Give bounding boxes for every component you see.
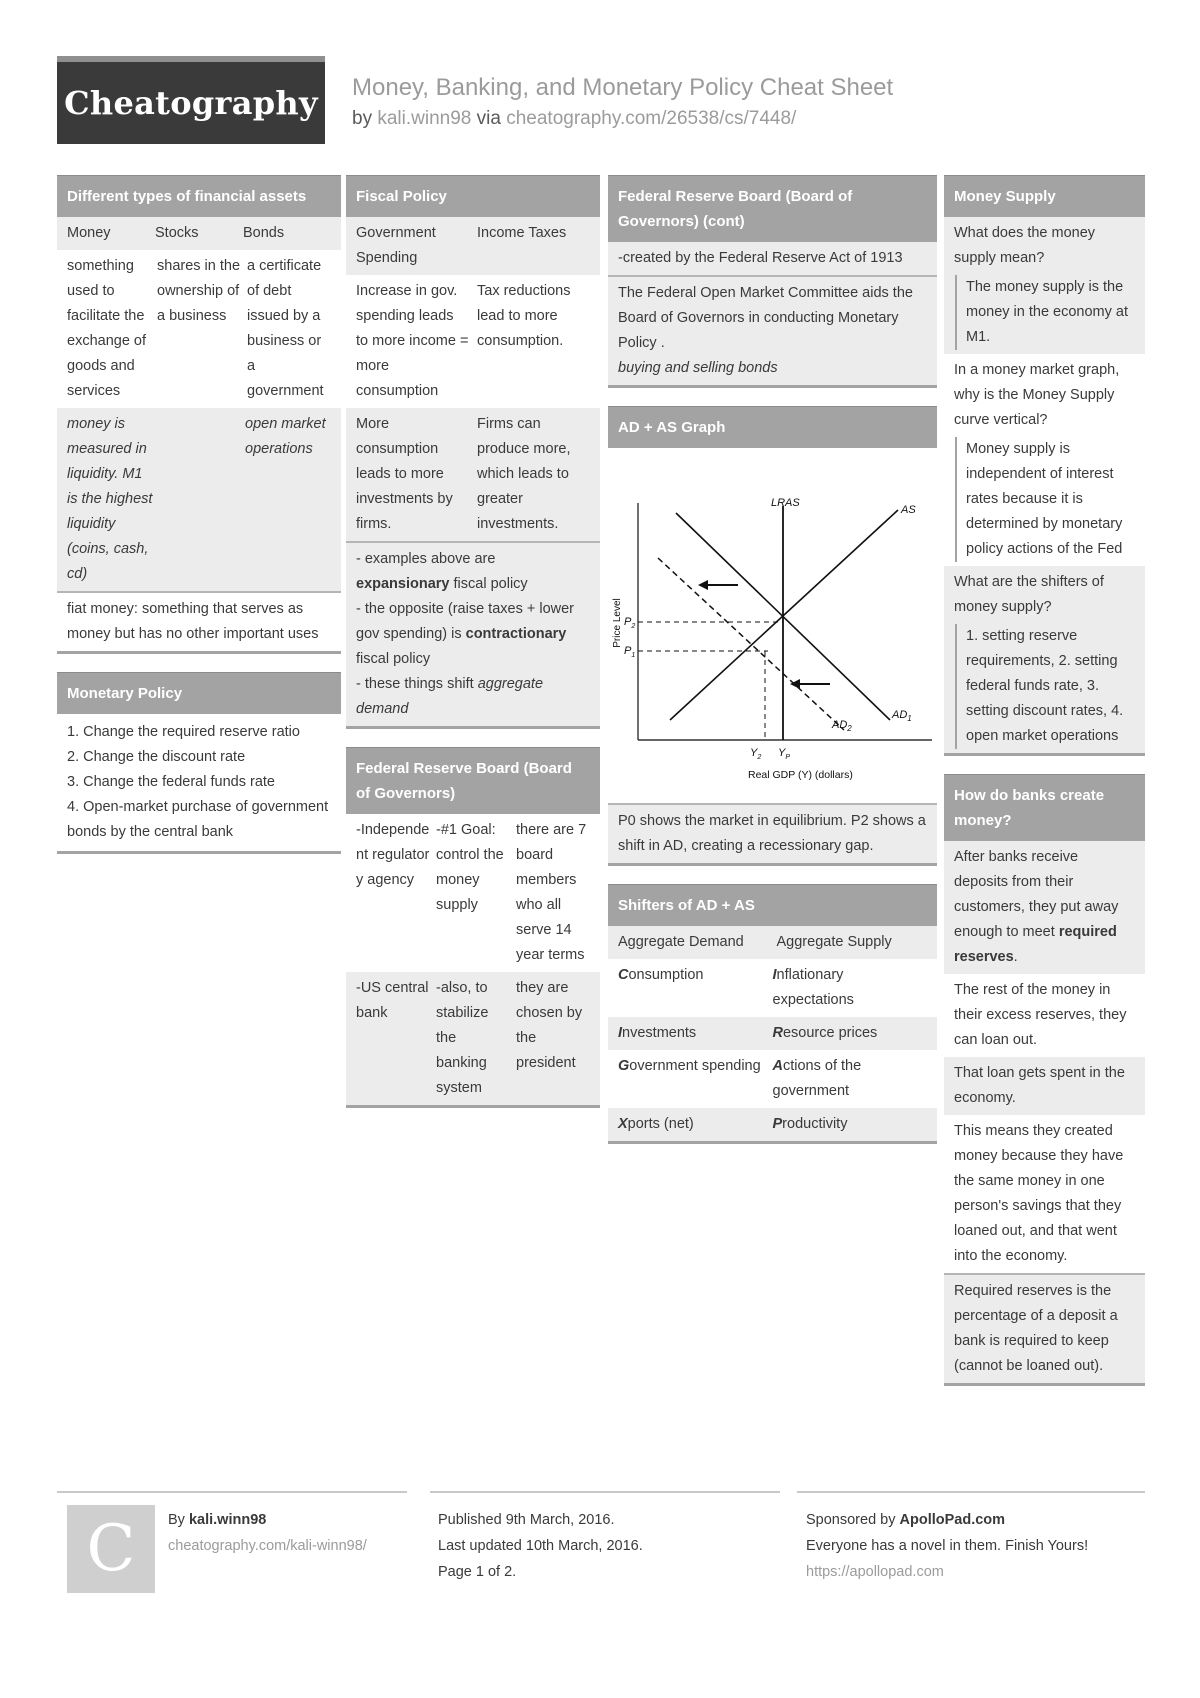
federal-reserve-cont-section: [608, 175, 937, 388]
answer: The money supply is the money in the economy at M1.: [955, 275, 1135, 350]
answer: Money supply is independent of interest rates because it is determined by monetary policy actions of the Fed: [955, 437, 1135, 562]
column-4: [944, 175, 1145, 1404]
table-cell: money is measured in liquidity. M1 is the highest liquidity (coins, cash, cd): [67, 416, 153, 582]
table-cell: [159, 412, 245, 587]
footer-dates-block: [438, 1507, 643, 1585]
table-row: [608, 1050, 937, 1108]
content-row: That loan gets spent in the economy.: [944, 1057, 1145, 1115]
table-header-row: [57, 217, 341, 250]
table-cell: Resource prices: [772, 1025, 878, 1041]
content-row: [608, 275, 937, 385]
table-cell: Inflationary expectations: [772, 967, 854, 1008]
table-header-cell: Stocks: [155, 225, 199, 241]
sponsored-by: Sponsored by: [806, 1512, 900, 1528]
table-row: [608, 1108, 937, 1141]
fiscal-policy-section: [346, 175, 600, 729]
table-header-cell: Government Spending: [356, 225, 436, 266]
author-link[interactable]: kali.winn98: [377, 108, 472, 129]
table-cell: Productivity: [772, 1116, 848, 1132]
footer-author-link[interactable]: kali.winn98: [188, 1512, 267, 1528]
content-text: The Federal Open Market Committee aids the Board of Governors in conducting Monetary Policy .: [618, 285, 913, 351]
table-cell: a certificate of debt issued by a business or a government: [247, 258, 324, 399]
list: [57, 714, 341, 851]
table-cell: -also, to stabilize the banking system: [436, 980, 489, 1096]
table-header-cell: Income Taxes: [477, 225, 567, 241]
section-title: Fiscal Policy: [346, 175, 600, 217]
content-row: This means they created money because they have the same money in one person's savings that they loaned out, and that went into the economy.: [954, 1123, 1124, 1264]
published-date: Published 9th March, 2016.: [438, 1512, 615, 1528]
section-title: Shifters of AD + AS: [608, 884, 937, 926]
table-cell: Tax reductions lead to more consumption.: [477, 283, 571, 349]
column-2: [346, 175, 600, 1126]
logo-text: Cheatography: [64, 84, 318, 122]
table-cell: there are 7 board members who all serve 14 year terms: [516, 822, 587, 963]
section-title: AD + AS Graph: [608, 406, 937, 448]
table-cell: Actions of the government: [772, 1058, 862, 1099]
section-title: Money Supply: [944, 175, 1145, 217]
question: What does the money supply mean?: [954, 225, 1096, 266]
table-header-cell: Aggregate Supply: [776, 934, 892, 950]
lras-label: LRAS: [771, 497, 800, 509]
shifters-section: [608, 884, 937, 1144]
table-cell: Investments: [618, 1025, 697, 1041]
federal-reserve-section: [346, 747, 600, 1108]
table-cell: Xports (net): [618, 1116, 694, 1132]
note-line: - these things shift aggregate demand: [356, 676, 544, 717]
table-row: [57, 408, 341, 591]
content-row: Required reserves is the percentage of a deposit a bank is required to keep (cannot be loaned out).: [944, 1273, 1145, 1383]
column-1: [57, 175, 341, 872]
x-axis-label: Real GDP (Y) (dollars): [748, 769, 853, 781]
byline-via: via: [476, 108, 501, 129]
footer-divider: [57, 1491, 407, 1493]
y-axis-label: Price Level: [612, 598, 623, 648]
question: What are the shifters of money supply?: [954, 574, 1104, 615]
page-title: Money, Banking, and Monetary Policy Cheat Sheet: [352, 74, 894, 101]
sponsor-url[interactable]: https://apollopad.com: [806, 1564, 944, 1580]
table-cell: Government spending: [618, 1058, 761, 1074]
answer: 1. setting reserve requirements, 2. setting federal funds rate, 3. setting discount rates, 4. open market operations: [955, 624, 1135, 749]
notes: [346, 541, 600, 726]
table-cell: shares in the ownership of a business: [157, 258, 241, 324]
footer-by: By: [168, 1512, 189, 1528]
sponsor-tagline: Everyone has a novel in them. Finish Yours!: [806, 1538, 1089, 1554]
table-cell: -US central bank: [356, 980, 429, 1021]
table-header-row: [346, 217, 600, 275]
table-cell: More consumption leads to more investments by firms.: [356, 416, 453, 532]
page-number: Page 1 of 2.: [438, 1564, 517, 1580]
sponsor-link[interactable]: ApolloPad.com: [899, 1512, 1006, 1528]
table-row: [608, 1017, 937, 1050]
table-cell: -Independent regulatory agency: [356, 822, 430, 888]
ad1-label: $AD_1$: [892, 709, 912, 723]
footer-divider: [430, 1491, 780, 1493]
p2-label: $P_2$: [624, 616, 636, 630]
yp-label: $Y_P$: [778, 747, 791, 761]
table-header-cell: Bonds: [243, 225, 285, 241]
sheet-url-link[interactable]: cheatography.com/26538/cs/7448/: [506, 108, 797, 129]
question-block: [944, 566, 1145, 753]
table-cell: Firms can produce more, which leads to greater investments.: [477, 416, 571, 532]
question-block: [944, 354, 1145, 566]
section-title: Monetary Policy: [57, 672, 341, 714]
table-cell: Consumption: [618, 967, 704, 983]
table-row: [346, 275, 600, 408]
byline-by: by: [352, 108, 373, 129]
table-row: [608, 959, 937, 1017]
list-item: 3. Change the federal funds rate: [67, 774, 275, 790]
cheatography-c-icon: C: [67, 1505, 155, 1593]
footer-sponsor-block: [806, 1507, 1088, 1585]
ad-as-graph: [608, 448, 937, 803]
banks-create-money-section: [944, 774, 1145, 1386]
table-row: [346, 814, 600, 972]
content-text-italic: buying and selling bonds: [618, 360, 778, 376]
note-row: fiat money: something that serves as money but has no other important uses: [57, 591, 341, 651]
footer-author-block: [168, 1507, 367, 1559]
table-row: [346, 972, 600, 1105]
graph-caption: P0 shows the market in equilibrium. P2 shows a shift in AD, creating a recessionary gap.: [608, 803, 937, 863]
y2-label: $Y_2$: [750, 747, 762, 761]
table-header-cell: Aggregate Demand: [618, 934, 744, 950]
section-title: Federal Reserve Board (Board of Governors) (cont): [608, 175, 937, 242]
section-title: How do banks create money?: [944, 774, 1145, 841]
table-cell: open market operations: [245, 416, 326, 457]
byline: [352, 108, 796, 130]
content-row: After banks receive deposits from their customers, they put away enough to meet required reserves.: [944, 841, 1145, 974]
column-3: [608, 175, 937, 1162]
table-header-row: [608, 926, 937, 959]
table-header-cell: Money: [67, 225, 111, 241]
footer-author-url[interactable]: cheatography.com/kali-winn98/: [168, 1538, 367, 1554]
table-cell: -#1 Goal: control the money supply: [436, 822, 504, 913]
financial-assets-section: [57, 175, 341, 654]
table-cell: they are chosen by the president: [516, 980, 583, 1071]
ad-as-graph-svg: [608, 448, 937, 803]
p1-label: $P_1$: [624, 645, 636, 659]
table-row: [57, 250, 341, 408]
note-line: - the opposite (raise taxes + lower gov spending) is contractionary fiscal policy: [356, 601, 575, 667]
content-row: The rest of the money in their excess reserves, they can loan out.: [954, 982, 1127, 1048]
section-title: Federal Reserve Board (Board of Governors): [346, 747, 600, 814]
as-label: AS: [901, 504, 916, 516]
list-item: 4. Open-market purchase of government bonds by the central bank: [67, 799, 329, 840]
ad2-label: $AD_2$: [832, 719, 852, 733]
list-item: 1. Change the required reserve ratio: [67, 724, 300, 740]
question-block: [944, 217, 1145, 354]
content-row: -created by the Federal Reserve Act of 1913: [608, 242, 937, 275]
ad-as-graph-section: [608, 406, 937, 866]
updated-date: Last updated 10th March, 2016.: [438, 1538, 643, 1554]
footer-divider: [797, 1491, 1145, 1493]
table-cell: Increase in gov. spending leads to more income = more consumption: [356, 283, 469, 399]
note-line: - examples above are expansionary fiscal policy: [356, 551, 528, 592]
monetary-policy-section: [57, 672, 341, 854]
list-item: 2. Change the discount rate: [67, 749, 246, 765]
table-cell: something used to facilitate the exchange of goods and services: [67, 258, 147, 399]
question: In a money market graph, why is the Money Supply curve vertical?: [954, 362, 1120, 428]
cheatography-logo[interactable]: [57, 56, 325, 144]
table-row: [346, 408, 600, 541]
money-supply-section: [944, 175, 1145, 756]
section-title: Different types of financial assets: [57, 175, 341, 217]
